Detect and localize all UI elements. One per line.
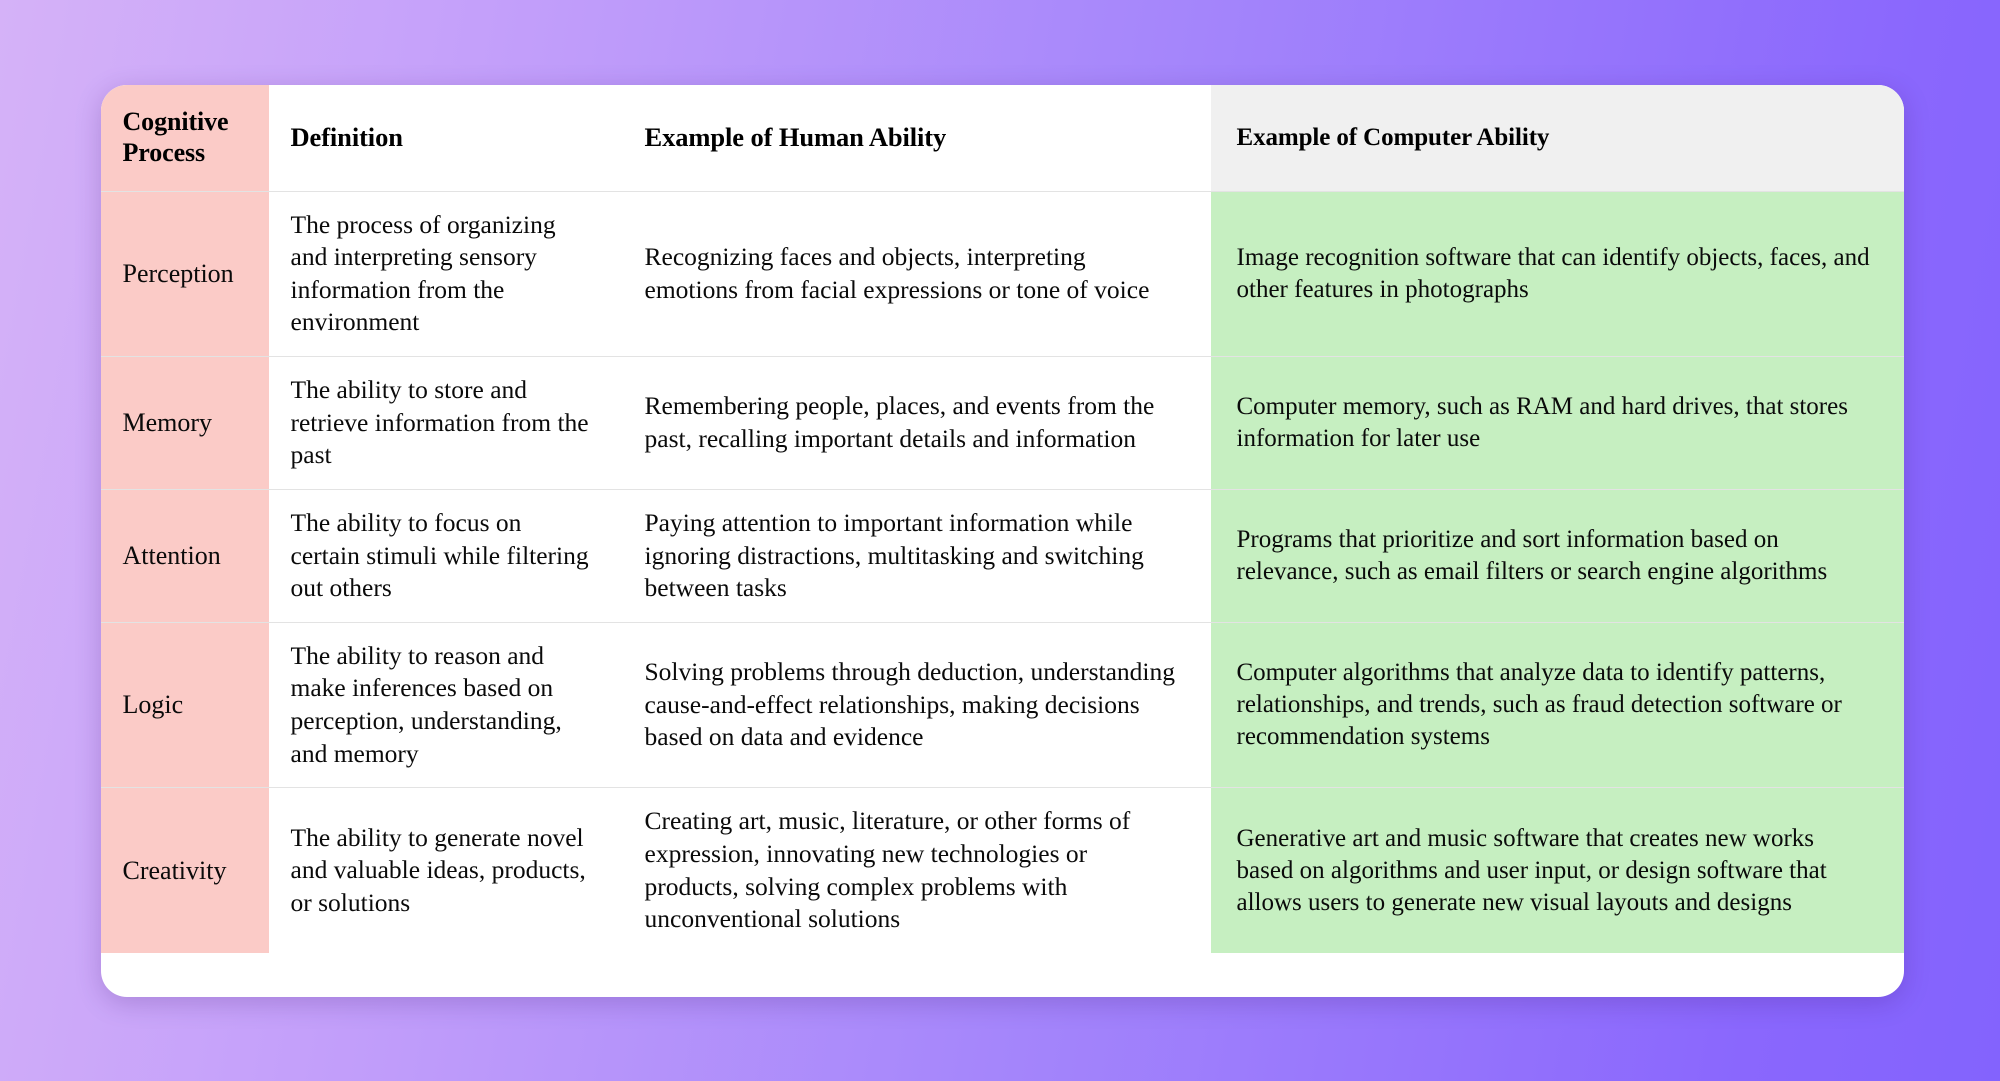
cell-text: Attention: [122, 541, 221, 571]
cell-definition: [269, 623, 621, 788]
cell-definition: [269, 192, 621, 357]
cell-text: Paying attention to important information while ignoring distractions, multitasking and switching between tasks: [644, 507, 1144, 603]
column-header-definition: [269, 85, 621, 191]
cell-process: [101, 788, 269, 953]
cell-definition: [269, 490, 621, 622]
cognitive-process-table: [101, 85, 1904, 997]
cell-process: [101, 357, 269, 489]
cell-text: Logic: [122, 690, 184, 720]
table-row: [101, 787, 1904, 953]
cell-text: Programs that prioritize and sort information based on relevance, such as email filters or search engine algorithms: [1236, 525, 1828, 585]
cell-text: Recognizing faces and objects, interpreting emotions from facial expressions or tone of voice: [644, 242, 1150, 304]
cell-computer-ability: [1211, 788, 1904, 953]
cell-text: Generative art and music software that creates new works based on algorithms and user input, or design software that allows users to generate new visual layouts and designs: [1236, 824, 1827, 916]
cell-human-ability: [621, 788, 1211, 953]
column-header-human-ability: [621, 85, 1211, 191]
column-header-label: Cognitive Process: [122, 106, 229, 167]
table-row: [101, 191, 1904, 357]
cell-text: Computer memory, such as RAM and hard drives, that stores information for later use: [1236, 392, 1848, 452]
column-header-label: Example of Computer Ability: [1236, 123, 1550, 151]
cell-definition: [269, 357, 621, 489]
cell-text: The process of organizing and interpreting sensory information from the environment: [290, 209, 556, 337]
cell-human-ability: [621, 357, 1211, 489]
column-header-label: Definition: [290, 121, 403, 152]
column-header-label: Example of Human Ability: [644, 121, 947, 152]
cell-definition: [269, 788, 621, 953]
cell-text: Image recognition software that can identify objects, faces, and other features in photographs: [1236, 243, 1870, 303]
cell-process: [101, 490, 269, 622]
cell-text: Solving problems through deduction, understanding cause-and-effect relationships, making decisions based on data and evidence: [644, 657, 1175, 752]
column-header-cognitive-process: [101, 85, 269, 191]
table-row: [101, 489, 1904, 622]
cell-text: Perception: [122, 259, 234, 289]
column-header-computer-ability: [1211, 85, 1904, 191]
cell-computer-ability: [1211, 357, 1904, 489]
table-row: [101, 622, 1904, 788]
cell-text: Creativity: [122, 855, 227, 885]
cell-human-ability: [621, 490, 1211, 622]
cell-text: The ability to generate novel and valuable ideas, products, or solutions: [290, 822, 586, 917]
table-row: [101, 356, 1904, 489]
cell-text: The ability to store and retrieve information from the past: [290, 375, 589, 470]
cell-text: The ability to focus on certain stimuli while filtering out others: [290, 507, 589, 603]
cell-text: Creating art, music, literature, or other forms of expression, innovating new technologies or products, solving complex problems with unconventional solutions: [644, 806, 1131, 934]
cell-computer-ability: [1211, 623, 1904, 788]
cell-process: [101, 192, 269, 357]
cell-text: Remembering people, places, and events from the past, recalling important details and information: [644, 391, 1155, 453]
cell-text: Computer algorithms that analyze data to identify patterns, relationships, and trends, such as fraud detection software or recommendation systems: [1236, 659, 1842, 750]
cell-text: Memory: [122, 408, 213, 438]
cell-process: [101, 623, 269, 788]
cell-computer-ability: [1211, 192, 1904, 357]
table-header-row: [101, 85, 1904, 191]
cell-computer-ability: [1211, 490, 1904, 622]
cell-text: The ability to reason and make inferences based on perception, understanding, and memory: [290, 640, 562, 768]
cell-human-ability: [621, 192, 1211, 357]
cell-human-ability: [621, 623, 1211, 788]
